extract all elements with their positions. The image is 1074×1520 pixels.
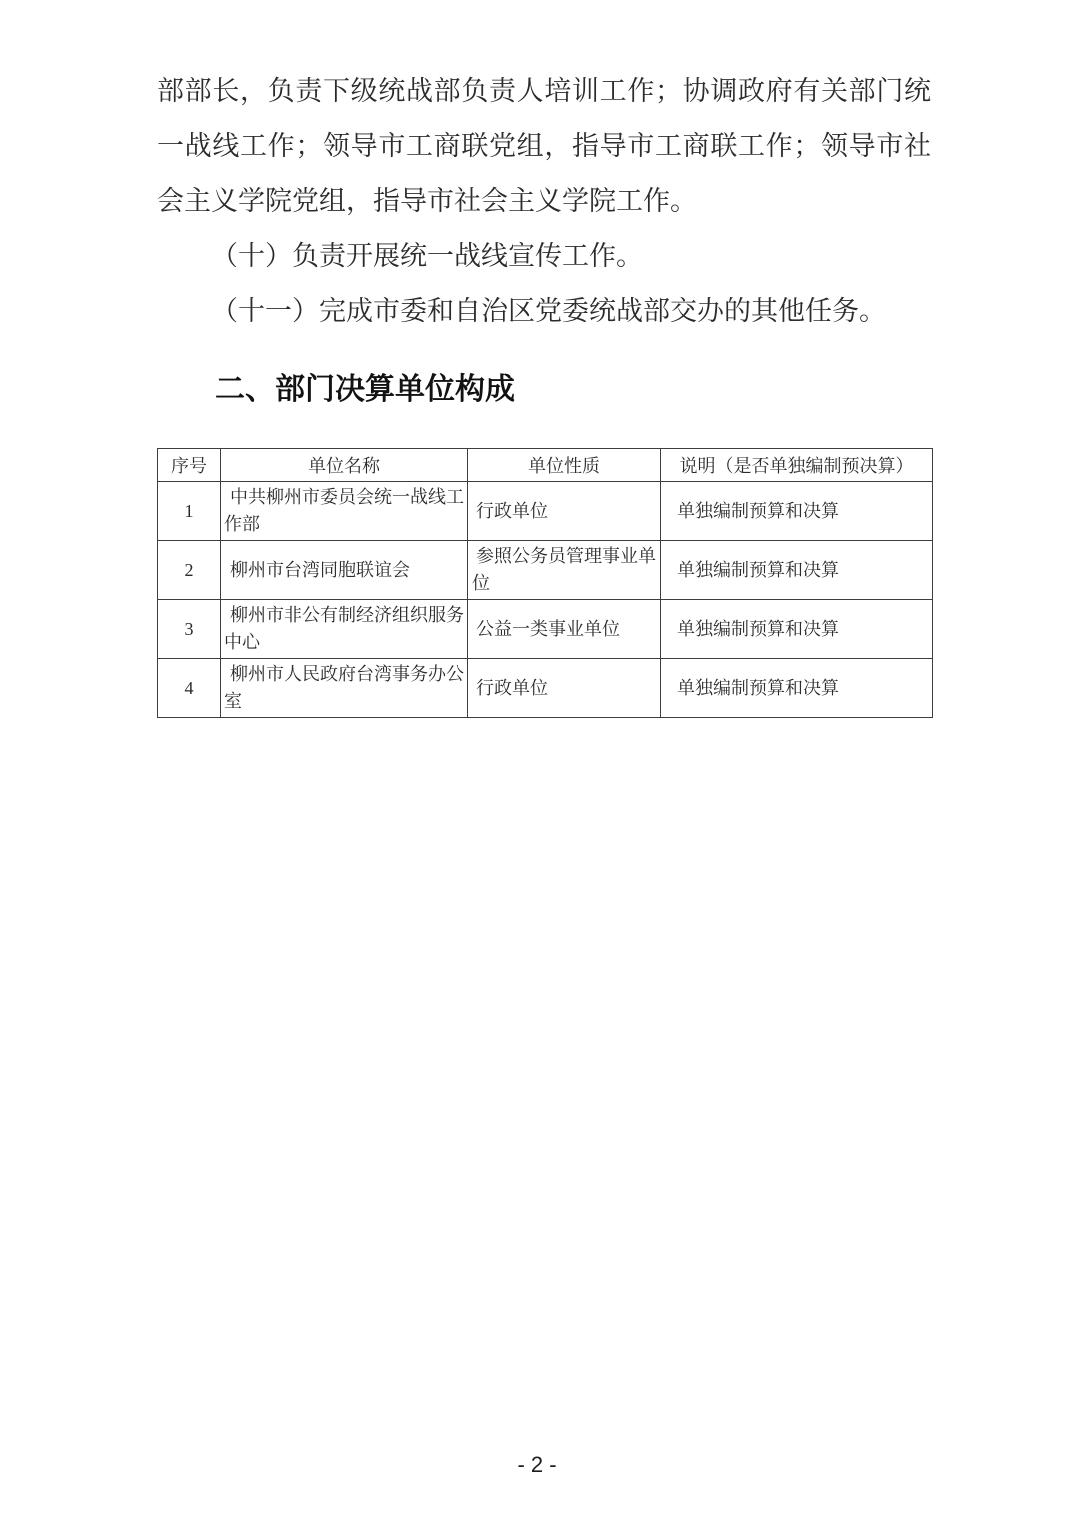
cell-unit-nature: 公益一类事业单位 (468, 600, 661, 659)
budget-units-table (157, 448, 933, 718)
page-content (157, 64, 931, 718)
table-row (158, 659, 933, 718)
section-heading: 二、部门决算单位构成 (215, 373, 515, 406)
cell-unit-name: 柳州市人民政府台湾事务办公室 (221, 659, 468, 718)
table-row (158, 482, 933, 541)
cell-index: 4 (158, 659, 221, 718)
table-header-row (158, 449, 933, 482)
cell-note: 单独编制预算和决算 (661, 600, 933, 659)
cell-note: 单独编制预算和决算 (661, 482, 933, 541)
column-header-unit-name: 单位名称 (221, 449, 468, 482)
cell-unit-nature: 行政单位 (468, 659, 661, 718)
cell-note: 单独编制预算和决算 (661, 541, 933, 600)
table-row (158, 541, 933, 600)
column-header-note: 说明（是否单独编制预决算） (661, 449, 933, 482)
cell-note: 单独编制预算和决算 (661, 659, 933, 718)
body-paragraph: （十）负责开展统一战线宣传工作。 (211, 241, 643, 271)
cell-index: 2 (158, 541, 221, 600)
body-paragraph: （十一）完成市委和自治区党委统战部交办的其他任务。 (211, 296, 886, 326)
table-row (158, 600, 933, 659)
cell-index: 1 (158, 482, 221, 541)
cell-unit-name: 柳州市非公有制经济组织服务中心 (221, 600, 468, 659)
cell-index: 3 (158, 600, 221, 659)
cell-unit-nature: 参照公务员管理事业单位 (468, 541, 661, 600)
column-header-unit-nature: 单位性质 (468, 449, 661, 482)
cell-unit-nature: 行政单位 (468, 482, 661, 541)
body-paragraph: 部部长，负责下级统战部负责人培训工作；协调政府有关部门统一战线工作；领导市工商联党组，指导市工商联工作；领导市社会主义学院党组，指导市社会主义学院工作。 (157, 76, 931, 216)
page-number: - 2 - (517, 1452, 557, 1477)
column-header-index: 序号 (158, 449, 221, 482)
cell-unit-name: 柳州市台湾同胞联谊会 (221, 541, 468, 600)
cell-unit-name: 中共柳州市委员会统一战线工作部 (221, 482, 468, 541)
